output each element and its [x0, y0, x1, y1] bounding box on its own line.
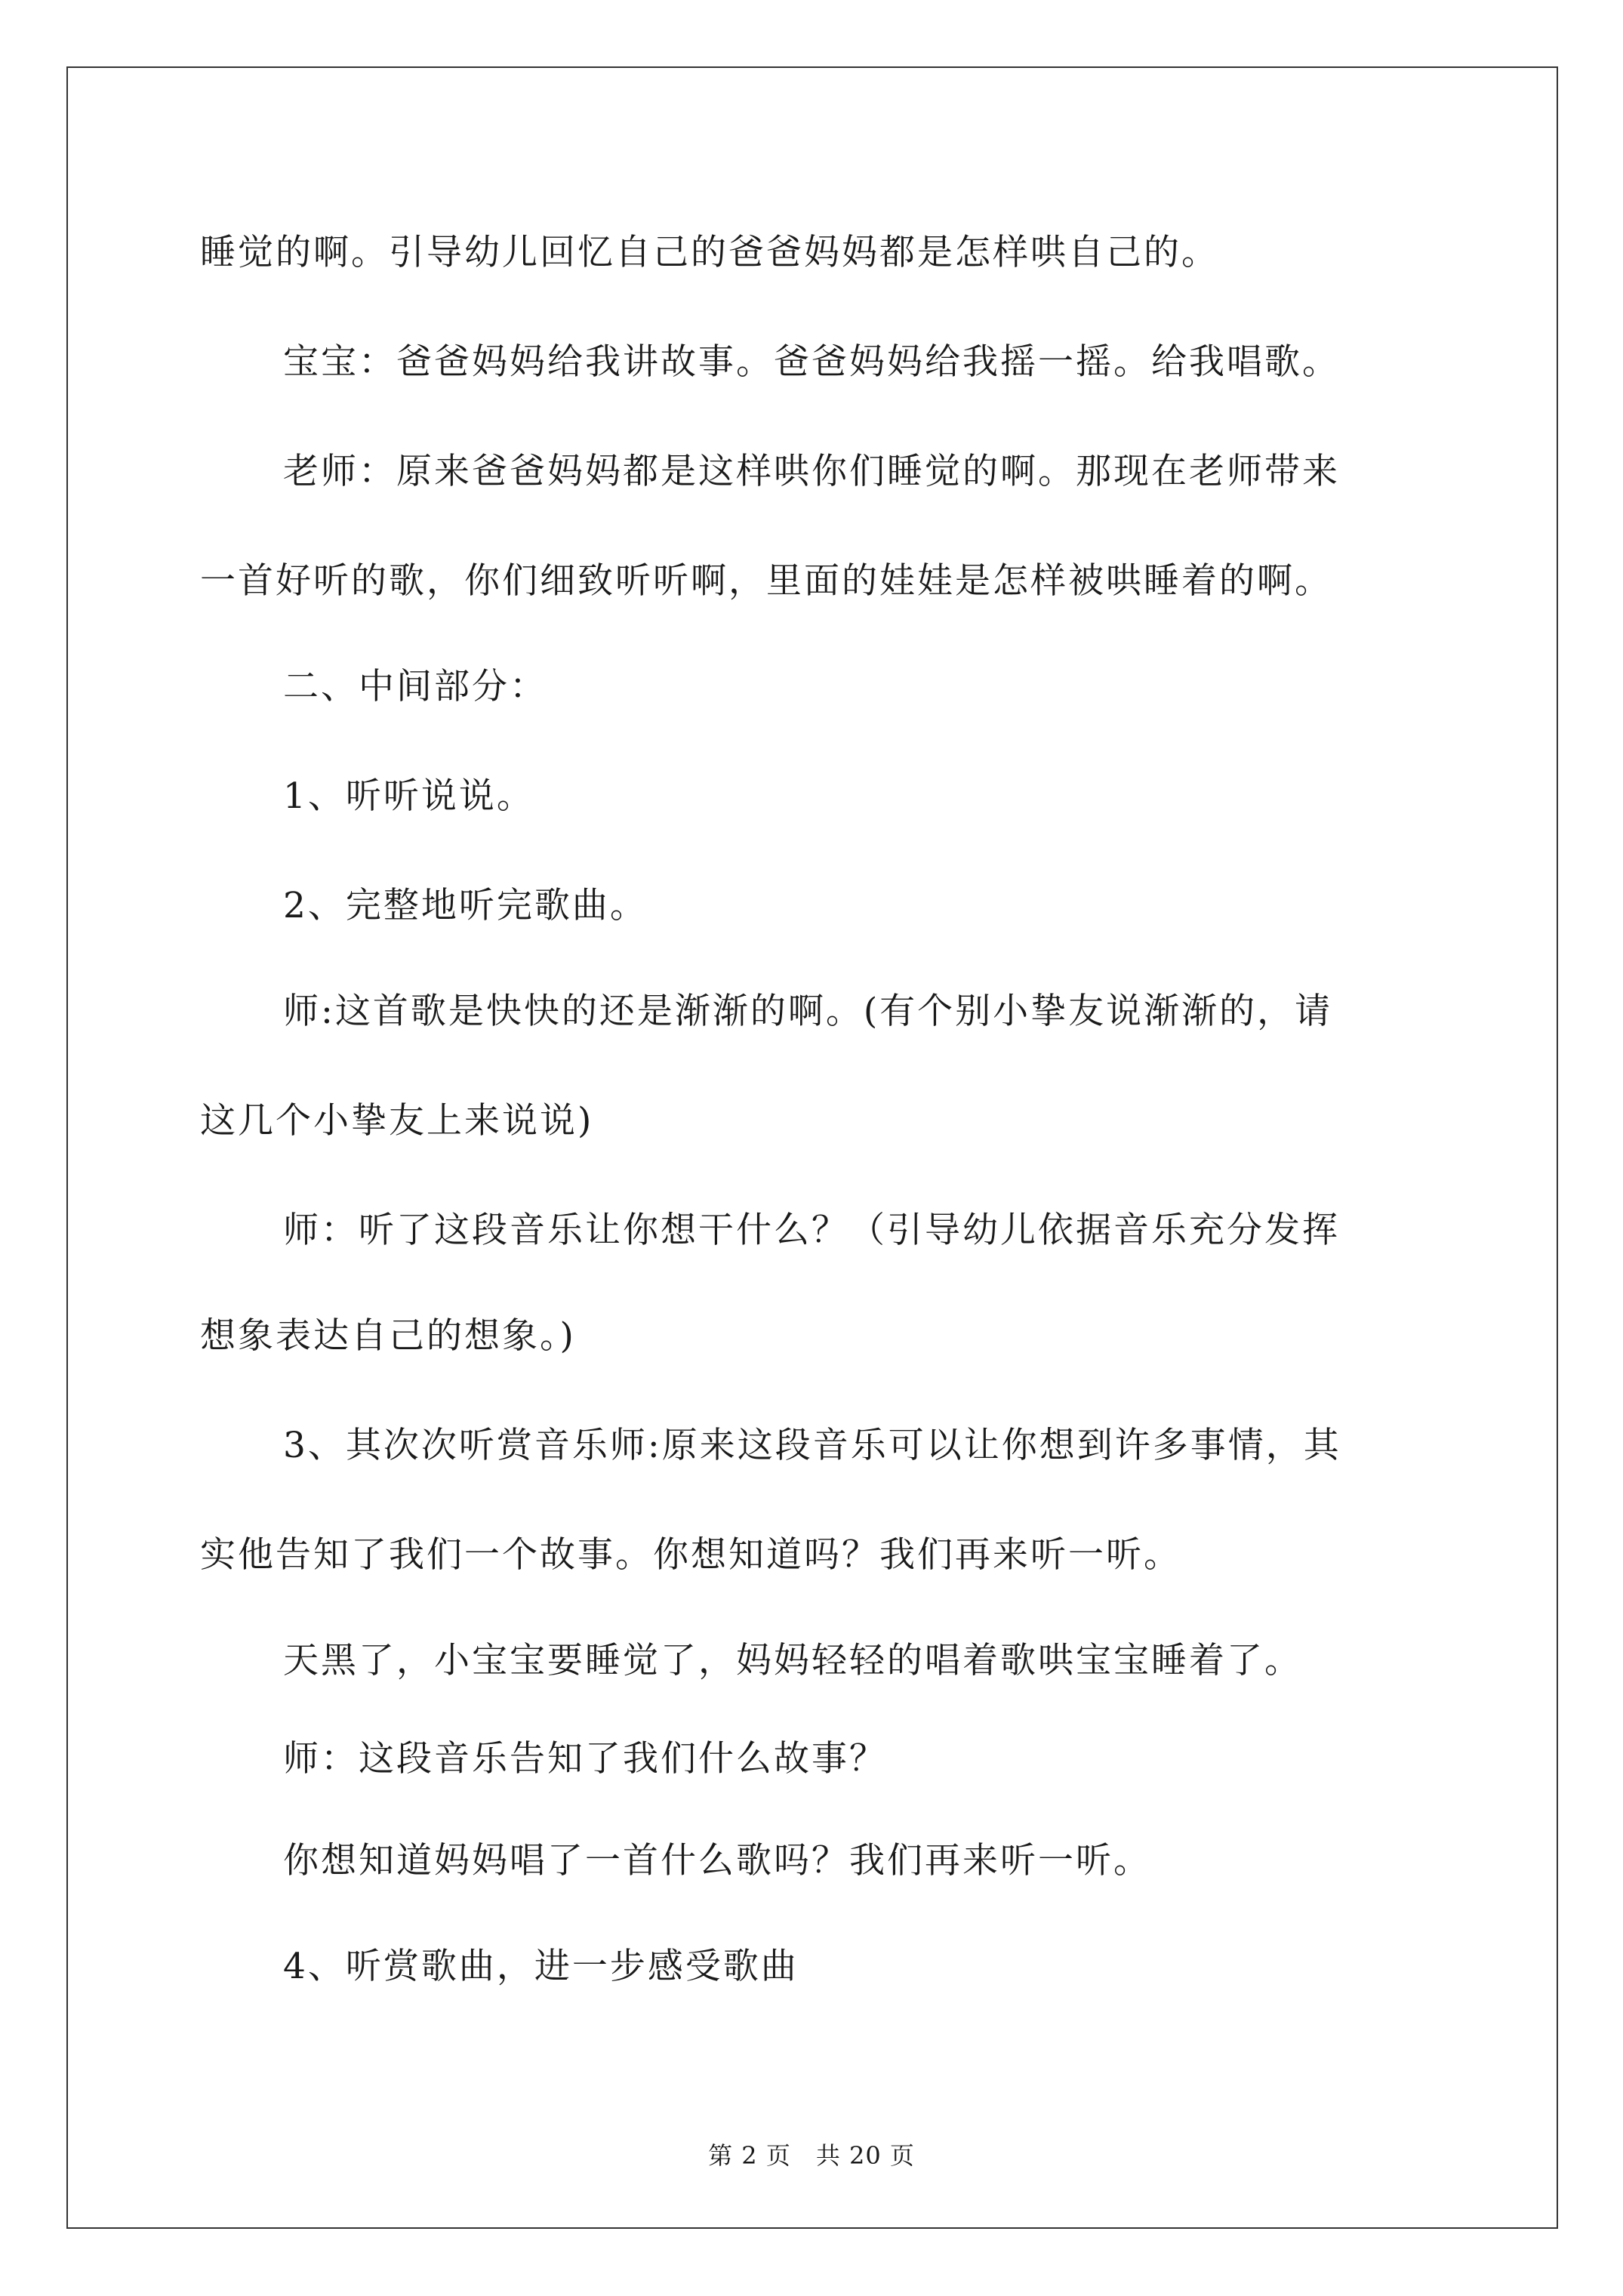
text-line-13: 实他告知了我们一个故事。你想知道吗？我们再来听一听。 [200, 1534, 1181, 1576]
text-line-1: 睡觉的啊。引导幼儿回忆自己的爸爸妈妈都是怎样哄自己的。 [200, 232, 1219, 273]
text-line-4: 一首好听的歌，你们细致听听啊，里面的娃娃是怎样被哄睡着的啊。 [200, 560, 1332, 602]
text-line-8: 师:这首歌是快快的还是渐渐的啊。(有个别小挚友说渐渐的，请 [283, 991, 1333, 1032]
text-line-9: 这几个小挚友上来说说) [200, 1100, 594, 1142]
text-line-11: 想象表达自己的想象。) [200, 1315, 576, 1357]
text-line-17: 4、听赏歌曲，进一步感受歌曲 [283, 1946, 799, 1987]
text-line-15: 师：这段音乐告知了我们什么故事？ [283, 1738, 887, 1780]
text-line-10: 师：听了这段音乐让你想干什么？（引导幼儿依据音乐充分发挥 [283, 1210, 1340, 1251]
page-border [66, 66, 1558, 2229]
text-line-2: 宝宝：爸爸妈妈给我讲故事。爸爸妈妈给我摇一摇。给我唱歌。 [283, 341, 1340, 383]
text-line-12: 3、其次次听赏音乐师:原来这段音乐可以让你想到许多事情，其 [283, 1425, 1341, 1466]
text-line-3: 老师：原来爸爸妈妈都是这样哄你们睡觉的啊。那现在老师带来 [283, 451, 1340, 492]
text-line-16: 你想知道妈妈唱了一首什么歌吗？我们再来听一听。 [283, 1840, 1151, 1881]
text-line-6: 1、听听说说。 [283, 775, 534, 817]
section-heading: 二、中间部分： [283, 666, 547, 707]
text-line-7: 2、完整地听完歌曲。 [283, 885, 648, 926]
text-line-14: 天黑了，小宝宝要睡觉了，妈妈轻轻的唱着歌哄宝宝睡着了。 [283, 1640, 1302, 1681]
page-number-footer: 第 2 页 共 20 页 [708, 2141, 915, 2170]
